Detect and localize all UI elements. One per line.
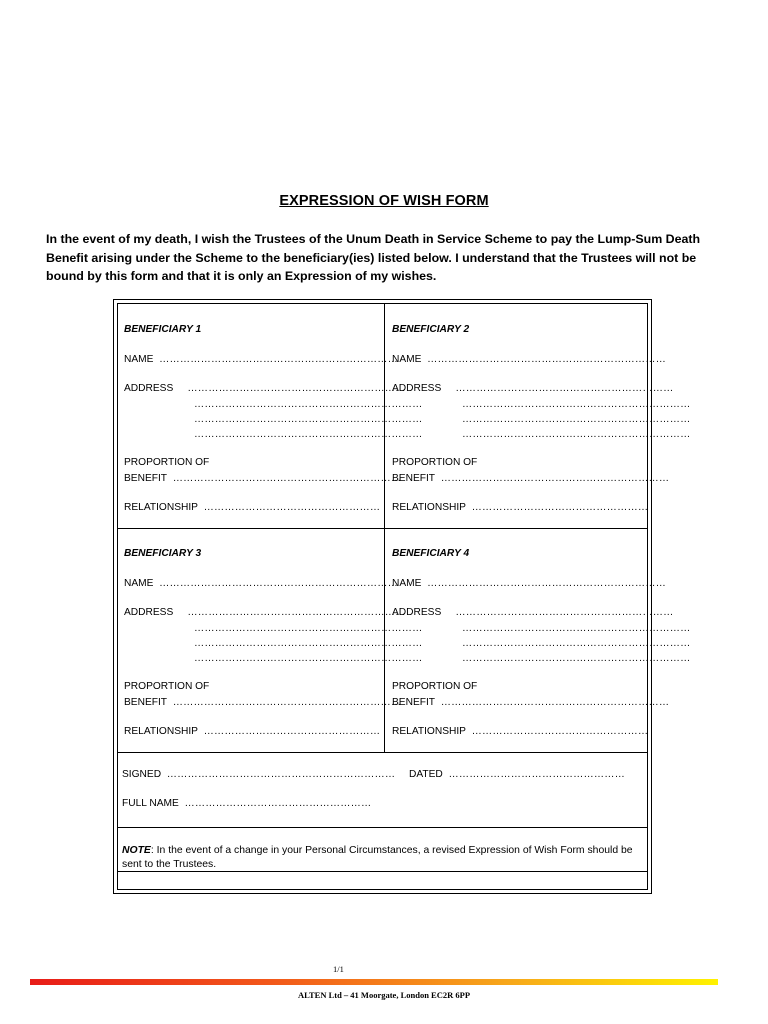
beneficiary-block-1	[124, 304, 423, 528]
address-field-line[interactable]: …………………………………………………………	[462, 399, 691, 410]
address-label: ADDRESS	[392, 607, 442, 618]
name-label: NAME	[124, 578, 154, 589]
proportion-label: PROPORTION OF	[392, 457, 478, 468]
address-field-line[interactable]: …………………………………………………………	[194, 653, 423, 664]
dated-label: DATED	[409, 769, 443, 780]
benefit-label: BENEFIT	[392, 473, 436, 484]
relationship-field[interactable]: ……………………………………………	[471, 726, 649, 737]
address-field-line[interactable]: …………………………………………………………	[462, 623, 691, 634]
form-title: EXPRESSION OF WISH FORM	[279, 193, 489, 209]
benefit-label: BENEFIT	[392, 697, 436, 708]
company-address: ALTEN Ltd – 41 Moorgate, London EC2R 6PP	[297, 990, 471, 1000]
proportion-label: PROPORTION OF	[124, 681, 210, 692]
address-label: ADDRESS	[124, 607, 174, 618]
relationship-label: RELATIONSHIP	[392, 502, 466, 513]
name-label: NAME	[124, 354, 154, 365]
relationship-field[interactable]: ……………………………………………	[203, 502, 381, 513]
benefit-label: BENEFIT	[124, 473, 168, 484]
divider-row-3	[118, 827, 647, 828]
address-field[interactable]: ………………………………………………………	[455, 383, 674, 394]
benefit-field[interactable]: …………………………………………………………	[172, 473, 402, 484]
address-field[interactable]: ………………………………………………………	[187, 607, 406, 618]
name-field[interactable]: ……………………………………………………………	[427, 578, 667, 589]
relationship-field[interactable]: ……………………………………………	[471, 502, 649, 513]
name-label: NAME	[392, 354, 422, 365]
signed-row	[122, 769, 395, 780]
note	[122, 844, 642, 872]
address-field-line[interactable]: …………………………………………………………	[462, 414, 691, 425]
address-field[interactable]: ………………………………………………………	[455, 607, 674, 618]
divider-column	[384, 304, 385, 752]
relationship-label: RELATIONSHIP	[124, 502, 198, 513]
intro-paragraph: In the event of my death, I wish the Trustees of the Unum Death in Service Scheme to pay the Lump-Sum Death Benefit arising under the Scheme to the beneficiary(ies) listed below. I understand that the Trustees will not be bound by this form and that it is only an Expression of my wishes.	[46, 232, 701, 283]
address-field-line[interactable]: …………………………………………………………	[462, 653, 691, 664]
signed-label: SIGNED	[122, 769, 162, 780]
note-text: : In the event of a change in your Personal Circumstances, a revised Expression of Wish Form should be sent to the Trustees.	[122, 845, 633, 870]
proportion-label: PROPORTION OF	[392, 681, 478, 692]
address-field[interactable]: ………………………………………………………	[187, 383, 406, 394]
address-field-line[interactable]: …………………………………………………………	[462, 429, 691, 440]
relationship-label: RELATIONSHIP	[392, 726, 466, 737]
beneficiary-title: BENEFICIARY 1	[124, 324, 202, 335]
name-field[interactable]: ……………………………………………………………	[159, 354, 399, 365]
beneficiary-block-3	[124, 528, 423, 752]
address-field-line[interactable]: …………………………………………………………	[194, 623, 423, 634]
address-field-line[interactable]: …………………………………………………………	[194, 399, 423, 410]
name-field[interactable]: ……………………………………………………………	[159, 578, 399, 589]
beneficiary-block-2	[392, 304, 691, 528]
name-label: NAME	[392, 578, 422, 589]
footer-gradient-bar	[30, 979, 718, 985]
address-label: ADDRESS	[392, 383, 442, 394]
benefit-label: BENEFIT	[124, 697, 168, 708]
address-field-line[interactable]: …………………………………………………………	[194, 638, 423, 649]
note-label: NOTE	[122, 845, 151, 856]
fullname-field[interactable]: ………………………………………………	[184, 798, 372, 809]
address-field-line[interactable]: …………………………………………………………	[194, 414, 423, 425]
name-field[interactable]: ……………………………………………………………	[427, 354, 667, 365]
divider-row-2	[118, 752, 647, 753]
beneficiary-title: BENEFICIARY 2	[392, 324, 470, 335]
beneficiary-title: BENEFICIARY 3	[124, 548, 202, 559]
benefit-field[interactable]: …………………………………………………………	[172, 697, 402, 708]
relationship-label: RELATIONSHIP	[124, 726, 198, 737]
address-field-line[interactable]: …………………………………………………………	[194, 429, 423, 440]
benefit-field[interactable]: …………………………………………………………	[440, 697, 670, 708]
page-number: 1/1	[333, 964, 344, 974]
beneficiary-block-4	[392, 528, 691, 752]
relationship-field[interactable]: ……………………………………………	[203, 726, 381, 737]
address-label: ADDRESS	[124, 383, 174, 394]
benefit-field[interactable]: …………………………………………………………	[440, 473, 670, 484]
address-field-line[interactable]: …………………………………………………………	[462, 638, 691, 649]
beneficiary-title: BENEFICIARY 4	[392, 548, 470, 559]
fullname-row	[122, 798, 371, 809]
dated-field[interactable]: ……………………………………………	[448, 769, 626, 780]
dated-row	[409, 769, 625, 780]
proportion-label: PROPORTION OF	[124, 457, 210, 468]
fullname-label: FULL NAME	[122, 798, 179, 809]
signed-field[interactable]: …………………………………………………………	[166, 769, 396, 780]
